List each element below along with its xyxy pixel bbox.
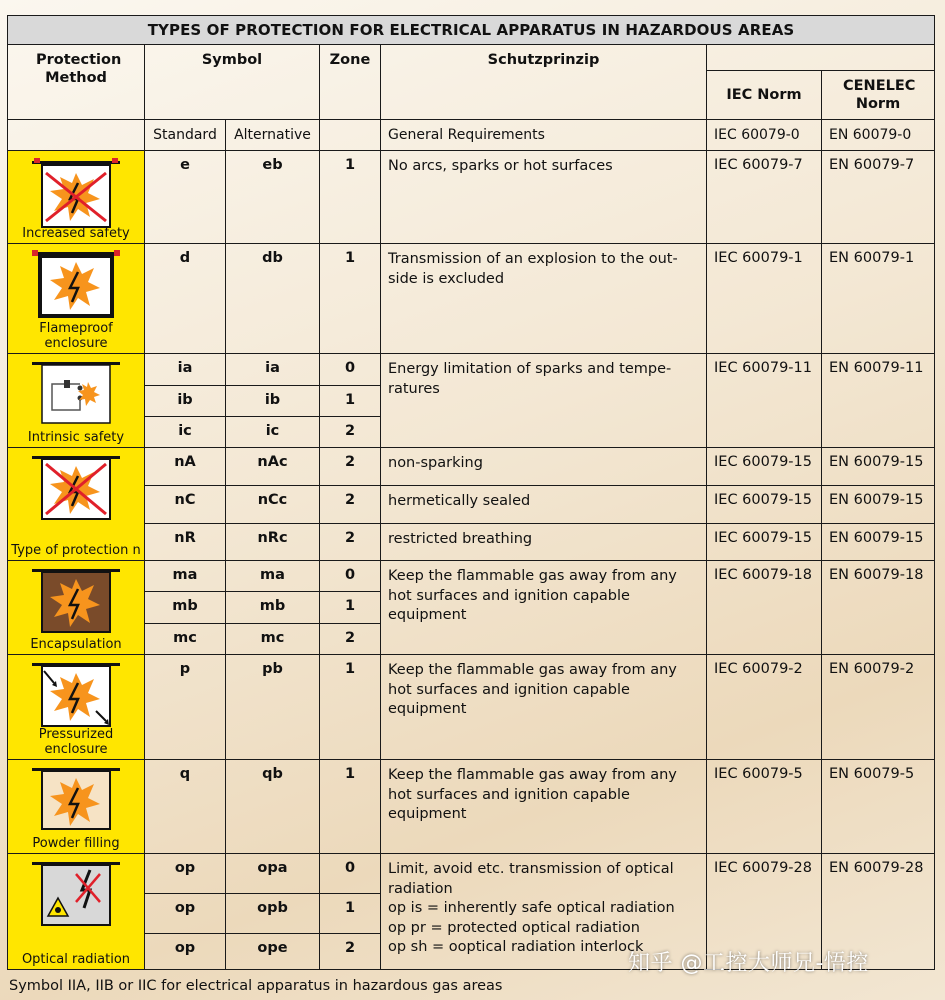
zone: 1 (320, 655, 381, 760)
general-method-cell (8, 120, 145, 151)
principle: Transmission of an explosion to the out-side is excluded (381, 244, 707, 354)
en-norm: EN 60079-5 (822, 760, 935, 854)
method-encapsulation (8, 561, 145, 655)
symbol-standard: op (145, 894, 226, 934)
symbol-alternative: ia (226, 354, 320, 386)
general-principle: General Requirements (381, 120, 707, 151)
symbol-alternative: ic (226, 417, 320, 448)
header-alternative: Alternative (226, 120, 320, 151)
zone: 2 (320, 524, 381, 561)
table-row (8, 561, 935, 592)
pressurized-enclosure-icon (30, 659, 122, 731)
flameproof-enclosure-icon (30, 248, 122, 320)
en-norm: EN 60079-2 (822, 655, 935, 760)
zone: 2 (320, 486, 381, 524)
zone: 1 (320, 151, 381, 244)
symbol-standard: ma (145, 561, 226, 592)
en-norm: EN 60079-15 (822, 448, 935, 486)
symbol-standard: ic (145, 417, 226, 448)
en-norm: EN 60079-7 (822, 151, 935, 244)
optical-radiation-icon (30, 858, 122, 930)
table-row (8, 655, 935, 760)
en-norm: EN 60079-15 (822, 486, 935, 524)
type-n-icon (30, 452, 122, 524)
iec-norm: IEC 60079-5 (707, 760, 822, 854)
symbol-standard: ib (145, 386, 226, 417)
method-label: Flameproof enclosure (39, 321, 113, 351)
symbol-standard: d (145, 244, 226, 354)
powder-filling-icon (30, 764, 122, 834)
header-standard: Standard (145, 120, 226, 151)
principle: Energy limitation of sparks and tempe-ratures (381, 354, 707, 448)
zone: 1 (320, 760, 381, 854)
principle: hermetically sealed (381, 486, 707, 524)
zone: 0 (320, 354, 381, 386)
method-label: Encapsulation (30, 637, 122, 652)
general-zone-cell (320, 120, 381, 151)
symbol-alternative: pb (226, 655, 320, 760)
method-optical-radiation (8, 854, 145, 970)
iec-norm: IEC 60079-15 (707, 486, 822, 524)
header-cenelec: CENELEC Norm (822, 71, 935, 120)
symbol-standard: e (145, 151, 226, 244)
header-method: Protection Method (8, 45, 145, 120)
watermark: 知乎 @工控大师兄-悟控 (628, 951, 869, 976)
header-principle: Schutzprinzip (381, 45, 707, 120)
symbol-alternative: db (226, 244, 320, 354)
intrinsic-safety-icon (30, 358, 122, 428)
symbol-alternative: eb (226, 151, 320, 244)
method-intrinsic-safety (8, 354, 145, 448)
zone: 2 (320, 624, 381, 655)
iec-norm: IEC 60079-15 (707, 448, 822, 486)
general-en: EN 60079-0 (822, 120, 935, 151)
symbol-alternative: nAc (226, 448, 320, 486)
symbol-standard: nR (145, 524, 226, 561)
principle-line: Limit, avoid etc. transmission of optical radiation (388, 861, 674, 897)
en-norm: EN 60079-15 (822, 524, 935, 561)
header-iec: IEC Norm (707, 71, 822, 120)
method-label: Optical radiation (21, 952, 131, 967)
symbol-standard: op (145, 934, 226, 970)
table-row (8, 354, 935, 386)
protection-table (7, 15, 935, 970)
zone: 0 (320, 561, 381, 592)
principle-line: op is = inherently safe optical radiation (388, 900, 675, 916)
iec-norm: IEC 60079-28 (707, 854, 822, 970)
method-increased-safety (8, 151, 145, 244)
table-row (8, 486, 935, 524)
table-title: TYPES OF PROTECTION FOR ELECTRICAL APPARATUS IN HAZARDOUS AREAS (8, 16, 935, 45)
symbol-standard: nC (145, 486, 226, 524)
principle: Keep the flammable gas away from any hot surfaces and ignition capable equipment (381, 655, 707, 760)
zone: 2 (320, 448, 381, 486)
iec-norm: IEC 60079-11 (707, 354, 822, 448)
iec-norm: IEC 60079-18 (707, 561, 822, 655)
method-type-n (8, 448, 145, 561)
en-norm: EN 60079-28 (822, 854, 935, 970)
zone: 1 (320, 592, 381, 624)
zone: 2 (320, 934, 381, 970)
zone: 0 (320, 854, 381, 894)
principle: No arcs, sparks or hot surfaces (381, 151, 707, 244)
method-label: Pressurized enclosure (38, 727, 114, 757)
zone: 1 (320, 894, 381, 934)
header-zone: Zone (320, 45, 381, 120)
method-label: Powder filling (32, 836, 120, 851)
table-row (8, 524, 935, 561)
symbol-alternative: mb (226, 592, 320, 624)
table-row (8, 760, 935, 854)
principle: non-sparking (381, 448, 707, 486)
en-norm: EN 60079-11 (822, 354, 935, 448)
table-row (8, 854, 935, 894)
principle: Keep the flammable gas away from any hot surfaces and ignition capable equipment (381, 561, 707, 655)
zone: 2 (320, 417, 381, 448)
symbol-standard: op (145, 854, 226, 894)
header-norm-spacer (707, 45, 935, 71)
iec-norm: IEC 60079-1 (707, 244, 822, 354)
symbol-standard: mc (145, 624, 226, 655)
method-flameproof (8, 244, 145, 354)
symbol-alternative: ope (226, 934, 320, 970)
iec-norm: IEC 60079-15 (707, 524, 822, 561)
symbol-standard: p (145, 655, 226, 760)
symbol-standard: mb (145, 592, 226, 624)
method-label: Intrinsic safety (27, 430, 125, 445)
table-row (8, 151, 935, 244)
method-pressurized (8, 655, 145, 760)
symbol-alternative: mc (226, 624, 320, 655)
principle: restricted breathing (381, 524, 707, 561)
symbol-alternative: ib (226, 386, 320, 417)
principle-line: op pr = protected optical radiation (388, 919, 640, 936)
table-row (8, 244, 935, 354)
symbol-standard: ia (145, 354, 226, 386)
method-powder-filling (8, 760, 145, 854)
principle: Keep the flammable gas away from any hot surfaces and ignition capable equipment (381, 760, 707, 854)
header-symbol: Symbol (145, 45, 320, 120)
iec-norm: IEC 60079-7 (707, 151, 822, 244)
en-norm: EN 60079-1 (822, 244, 935, 354)
method-label: Type of protection n (11, 543, 141, 558)
symbol-alternative: opa (226, 854, 320, 894)
encapsulation-icon (30, 565, 122, 637)
increased-safety-icon (30, 155, 122, 231)
method-label: Increased safety (22, 226, 130, 241)
symbol-standard: q (145, 760, 226, 854)
general-iec: IEC 60079-0 (707, 120, 822, 151)
symbol-alternative: ma (226, 561, 320, 592)
symbol-alternative: qb (226, 760, 320, 854)
table-row (8, 448, 935, 486)
symbol-alternative: nRc (226, 524, 320, 561)
symbol-standard: nA (145, 448, 226, 486)
principle-line: op sh = ooptical radiation interlock (388, 939, 644, 955)
zone: 1 (320, 244, 381, 354)
symbol-alternative: opb (226, 894, 320, 934)
footer-note: Symbol IIA, IIB or IIC for electrical apparatus in hazardous gas areas (9, 978, 503, 994)
symbol-alternative: nCc (226, 486, 320, 524)
en-norm: EN 60079-18 (822, 561, 935, 655)
iec-norm: IEC 60079-2 (707, 655, 822, 760)
zone: 1 (320, 386, 381, 417)
